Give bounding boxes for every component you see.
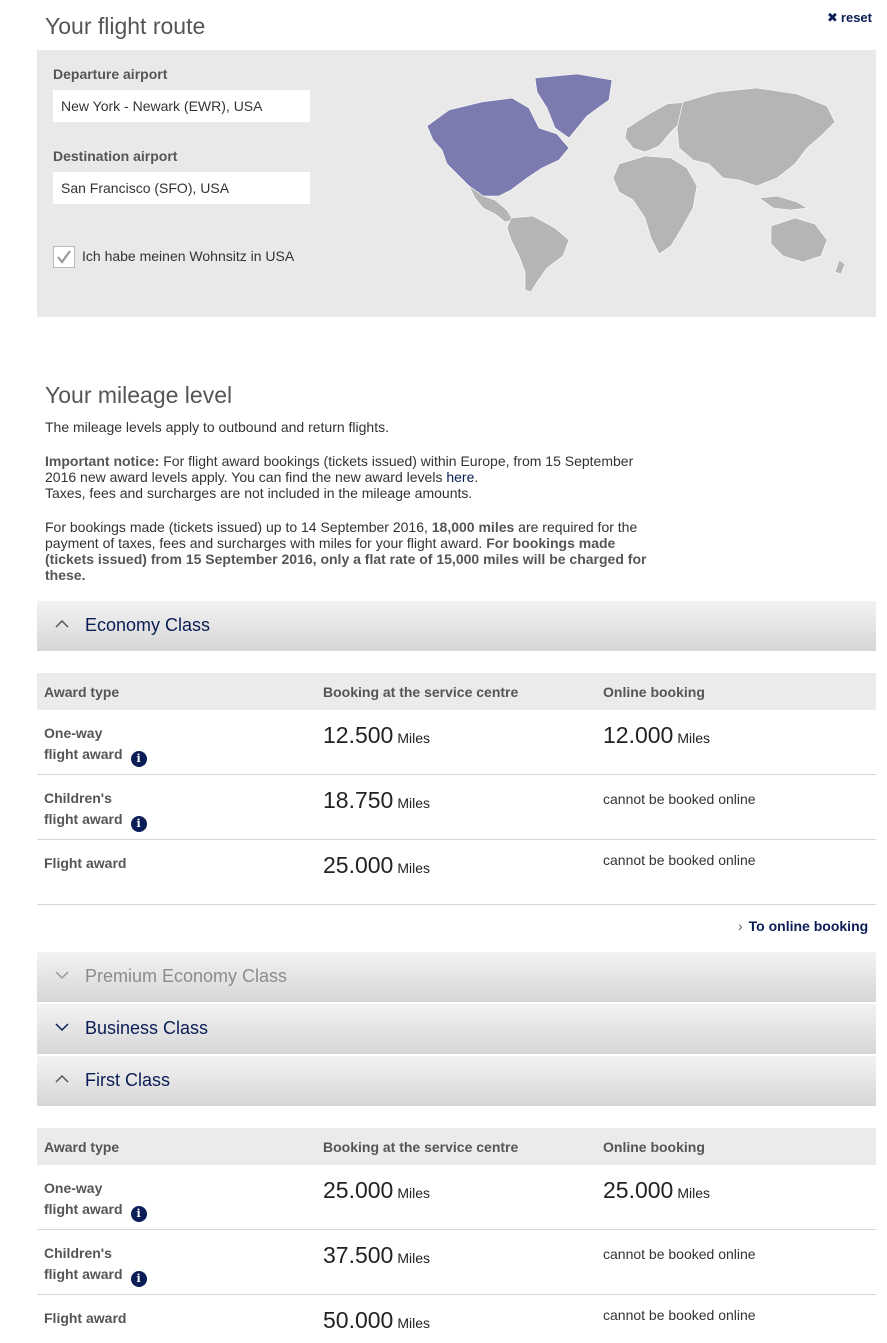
economy-table-header (37, 673, 876, 710)
table-row (37, 1230, 876, 1295)
close-icon: ✖ (827, 10, 838, 25)
table-row (37, 775, 876, 840)
header-online-booking: Online booking (603, 1139, 705, 1155)
table-row (37, 840, 876, 905)
header-online-booking: Online booking (603, 684, 705, 700)
service-miles: 25.000 Miles (323, 1177, 431, 1203)
bookings-bold-2: For bookings made (tickets issued) from 15 September 2016, only a flat rate of 15,000 miles will be charged for these. (45, 535, 647, 583)
bookings-notice (45, 519, 650, 583)
award-type-name: Flight award (44, 855, 127, 871)
online-miles: 12.000 Miles (603, 722, 711, 748)
table-row (37, 710, 876, 775)
bookings-text-2: are required for the payment of taxes, fees and surcharges with miles for your flight award. (45, 519, 638, 551)
service-miles: 18.750 Miles (323, 787, 431, 813)
chevron-right-icon: › (738, 918, 743, 934)
accordion-economy-class[interactable] (37, 601, 876, 651)
notice-text: For flight award bookings (tickets issued) within Europe, from 15 September 2016 new award levels apply. You can find the new award levels (45, 453, 634, 485)
online-not-available: cannot be booked online (603, 1246, 756, 1262)
to-online-booking-link[interactable]: › To online booking (738, 918, 869, 934)
service-miles: 25.000 Miles (323, 852, 431, 878)
important-notice (45, 453, 645, 501)
premium-economy-class-label: Premium Economy Class (85, 966, 288, 986)
info-icon[interactable]: i (131, 751, 147, 767)
chevron-up-icon (53, 1070, 71, 1088)
header-service-centre: Booking at the service centre (323, 684, 519, 700)
award-type-name: Children's flight award i (44, 788, 147, 832)
accordion-business-class[interactable] (37, 1004, 876, 1054)
mileage-intro: The mileage levels apply to outbound and return flights. (45, 419, 389, 435)
header-award-type: Award type (44, 684, 120, 700)
service-miles: 50.000 Miles (323, 1307, 431, 1333)
mileage-level-title: Your mileage level (45, 382, 233, 408)
award-levels-link[interactable]: here (446, 469, 475, 485)
header-service-centre: Booking at the service centre (323, 1139, 519, 1155)
online-miles: 25.000 Miles (603, 1177, 711, 1203)
flight-route-panel (37, 50, 876, 317)
award-type-name: Flight award (44, 1310, 127, 1326)
flight-route-title: Your flight route (45, 13, 206, 39)
reset-button[interactable] (827, 10, 872, 26)
taxes-note: Taxes, fees and surcharges are not included in the mileage amounts. (45, 485, 473, 501)
residence-checkbox[interactable] (53, 246, 75, 268)
online-not-available: cannot be booked online (603, 791, 756, 807)
check-icon (54, 247, 74, 267)
departure-label: Departure airport (53, 66, 168, 82)
notice-end: . (474, 469, 479, 485)
accordion-premium-economy-class (37, 952, 876, 1002)
destination-label: Destination airport (53, 148, 178, 164)
accordion-first-class[interactable] (37, 1056, 876, 1106)
online-not-available: cannot be booked online (603, 852, 756, 868)
info-icon[interactable]: i (131, 1271, 147, 1287)
notice-bold: Important notice: (45, 453, 160, 469)
world-map (387, 68, 857, 298)
bookings-text-1: For bookings made (tickets issued) up to 14 September 2016, (45, 519, 432, 535)
online-not-available: cannot be booked online (603, 1307, 756, 1323)
chevron-down-icon (53, 966, 71, 984)
economy-class-label: Economy Class (85, 615, 211, 635)
bookings-bold-1: 18,000 miles (431, 519, 515, 535)
residence-label: Ich habe meinen Wohnsitz in USA (82, 248, 295, 264)
departure-input[interactable] (53, 90, 310, 122)
award-type-name: One-way flight award i (44, 1178, 147, 1222)
chevron-up-icon (53, 615, 71, 633)
service-miles: 12.500 Miles (323, 722, 431, 748)
first-class-label: First Class (85, 1070, 170, 1090)
info-icon[interactable]: i (131, 816, 147, 832)
reset-label: reset (840, 10, 872, 25)
service-miles: 37.500 Miles (323, 1242, 431, 1268)
chevron-down-icon (53, 1018, 71, 1036)
table-row (37, 1165, 876, 1230)
first-table-header (37, 1128, 876, 1165)
header-award-type: Award type (44, 1139, 120, 1155)
award-type-name: One-way flight award i (44, 723, 147, 767)
destination-input[interactable] (53, 172, 310, 204)
table-row (37, 1295, 876, 1343)
info-icon[interactable]: i (131, 1206, 147, 1222)
award-type-name: Children's flight award i (44, 1243, 147, 1287)
business-class-label: Business Class (85, 1018, 209, 1038)
